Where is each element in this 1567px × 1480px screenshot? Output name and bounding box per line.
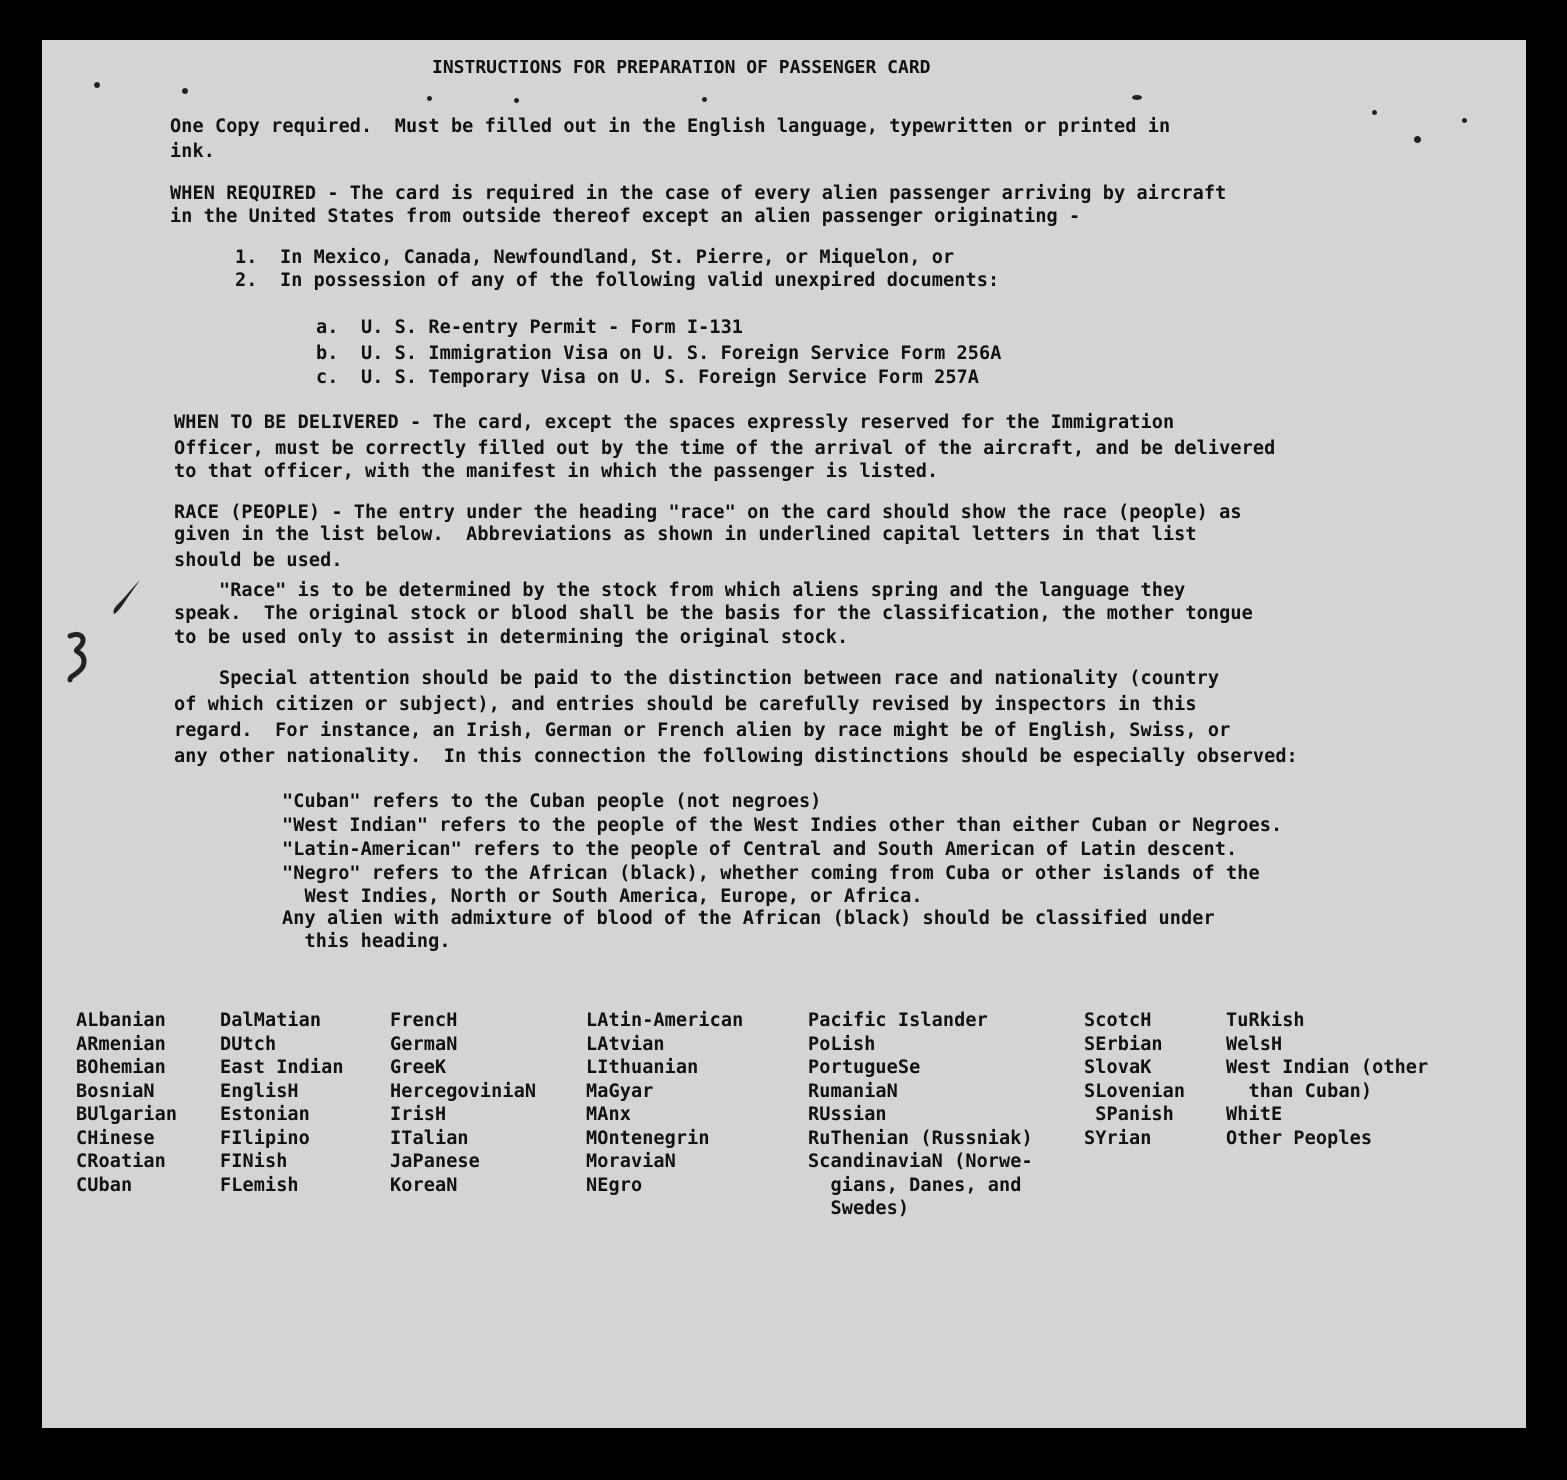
- race-entry: BUlgarian: [76, 1104, 178, 1125]
- distinction-line: "Latin-American" refers to the people of Central and South American of Latin descent.: [282, 839, 1238, 860]
- when-delivered-line: to that officer, with the manifest in which the passenger is listed.: [174, 461, 939, 482]
- special-line: regard. For instance, an Irish, German or French alien by race might be of English, Swiss, or: [174, 720, 1231, 741]
- race-entry: FIlipino: [220, 1127, 310, 1149]
- ink-speck: [427, 96, 432, 101]
- race-entry: CUban: [76, 1174, 133, 1196]
- ink-speck: [514, 98, 519, 103]
- ink-speck: [1372, 110, 1377, 115]
- when-delivered-line: WHEN TO BE DELIVERED - The card, except the spaces expressly reserved for the Immigration: [174, 412, 1175, 433]
- race-column-7: [1226, 1009, 1428, 1150]
- document-page: [42, 40, 1526, 1428]
- race-entry: Other Peoples: [1226, 1127, 1373, 1149]
- race-entry: BosniaN: [76, 1080, 155, 1102]
- race-entry: LAtvian: [586, 1033, 665, 1055]
- race-entry: RUssian: [808, 1104, 887, 1125]
- pen-mark: [108, 576, 144, 620]
- distinction-line: this heading.: [282, 931, 451, 952]
- race-entry: JaPanese: [390, 1151, 480, 1172]
- race-entry: Pacific Islander: [808, 1010, 988, 1031]
- race-entry: SlovaK: [1084, 1057, 1152, 1078]
- race-column-2: [220, 1009, 344, 1197]
- race-entry: CHinese: [76, 1127, 155, 1149]
- document-item: c. U. S. Temporary Visa on U. S. Foreign Service Form 257A: [316, 367, 980, 388]
- ink-speck: [1462, 118, 1467, 123]
- race-stock-line: "Race" is to be determined by the stock from which aliens spring and the language they: [174, 580, 1186, 601]
- race-entry: ITalian: [390, 1127, 469, 1149]
- numbered-item: 2. In possession of any of the following valid unexpired documents:: [235, 270, 1000, 291]
- race-entry: FLemish: [220, 1174, 299, 1196]
- race-column-1: [76, 1009, 177, 1197]
- race-entry: MaGyar: [586, 1080, 654, 1102]
- distinction-line: "Cuban" refers to the Cuban people (not negroes): [282, 791, 822, 812]
- race-entry: SPanish: [1084, 1104, 1174, 1125]
- handwritten-number-3: [64, 630, 94, 686]
- race-entry: DalMatian: [220, 1010, 322, 1031]
- race-entry: MoraviaN: [586, 1151, 676, 1172]
- race-entry: FINish: [220, 1151, 288, 1172]
- race-entry: LAtin-American: [586, 1010, 744, 1031]
- document-item: a. U. S. Re-entry Permit - Form I-131: [316, 317, 744, 338]
- race-intro-line: should be used.: [174, 550, 343, 571]
- race-entry: ALbanian: [76, 1010, 166, 1031]
- ink-speck: [1414, 136, 1421, 143]
- race-entry: PortugueSe: [808, 1057, 921, 1078]
- race-entry: FrencH: [390, 1010, 458, 1031]
- race-entry: WelsH: [1226, 1033, 1283, 1055]
- race-entry: ScotcH: [1084, 1010, 1152, 1031]
- race-entry: GermaN: [390, 1033, 458, 1055]
- when-required-line: WHEN REQUIRED - The card is required in the case of every alien passenger arriving by aircraft: [170, 183, 1227, 204]
- race-entry: LIthuanian: [586, 1057, 699, 1078]
- race-entry: than Cuban): [1226, 1080, 1373, 1102]
- race-entry: EnglisH: [220, 1080, 299, 1102]
- race-entry: GreeK: [390, 1057, 447, 1078]
- race-entry: TuRkish: [1226, 1010, 1305, 1031]
- race-entry: WhitE: [1226, 1104, 1283, 1125]
- intro-line: ink.: [170, 141, 215, 162]
- distinction-line: Any alien with admixture of blood of the African (black) should be classified under: [282, 908, 1215, 929]
- race-entry: KoreaN: [390, 1174, 458, 1196]
- numbered-item: 1. In Mexico, Canada, Newfoundland, St. Pierre, or Miquelon, or: [235, 247, 955, 268]
- race-entry: gians, Danes, and: [808, 1174, 1022, 1196]
- race-entry: CRoatian: [76, 1151, 166, 1172]
- race-entry: RumaniaN: [808, 1080, 898, 1102]
- race-entry: Estonian: [220, 1104, 310, 1125]
- race-column-6: [1084, 1009, 1185, 1150]
- race-entry: East Indian: [220, 1057, 344, 1078]
- race-column-5: [808, 1009, 1033, 1221]
- race-intro-line: given in the list below. Abbreviations as shown in underlined capital letters in that list: [174, 524, 1197, 545]
- race-entry: SLovenian: [1084, 1080, 1186, 1102]
- race-entry: RuThenian (Russniak): [808, 1127, 1033, 1149]
- race-entry: ARmenian: [76, 1033, 166, 1055]
- race-entry: SErbian: [1084, 1033, 1163, 1055]
- race-entry: HercegoviniaN: [390, 1080, 537, 1102]
- special-line: of which citizen or subject), and entries should be carefully revised by inspectors in this: [174, 694, 1197, 715]
- race-entry: SYrian: [1084, 1127, 1152, 1149]
- special-line: any other nationality. In this connection the following distinctions should be especially observed:: [174, 746, 1298, 767]
- race-stock-line: to be used only to assist in determining the original stock.: [174, 627, 849, 648]
- race-entry: NEgro: [586, 1174, 643, 1196]
- distinction-line: "West Indian" refers to the people of the West Indies other than either Cuban or Negroes.: [282, 815, 1283, 836]
- race-intro-line: RACE (PEOPLE) - The entry under the heading "race" on the card should show the race (people) as: [174, 502, 1242, 523]
- distinction-line: "Negro" refers to the African (black), whether coming from Cuba or other islands of the: [282, 863, 1260, 884]
- page-title: INSTRUCTIONS FOR PREPARATION OF PASSENGER CARD: [432, 57, 931, 78]
- race-entry: Swedes): [808, 1198, 910, 1219]
- race-entry: MAnx: [586, 1104, 631, 1125]
- document-item: b. U. S. Immigration Visa on U. S. Foreign Service Form 256A: [316, 343, 1002, 364]
- ink-speck: [182, 88, 188, 94]
- race-entry: West Indian (other: [1226, 1057, 1429, 1078]
- race-entry: BOhemian: [76, 1057, 166, 1078]
- ink-speck: [1132, 95, 1142, 100]
- distinction-line: West Indies, North or South America, Europe, or Africa.: [282, 886, 923, 907]
- when-delivered-line: Officer, must be correctly filled out by the time of the arrival of the aircraft, and be delivered: [174, 438, 1276, 459]
- ink-speck: [94, 82, 100, 88]
- race-entry: IrisH: [390, 1104, 447, 1125]
- race-column-3: [390, 1009, 536, 1197]
- race-stock-line: speak. The original stock or blood shall be the basis for the classification, the mother tongue: [174, 603, 1253, 624]
- race-entry: MOntenegrin: [586, 1127, 710, 1149]
- intro-line: One Copy required. Must be filled out in the English language, typewritten or printed in: [170, 116, 1171, 137]
- race-column-4: [586, 1009, 743, 1197]
- race-entry: ScandinaviaN (Norwe-: [808, 1151, 1033, 1172]
- when-required-line: in the United States from outside thereof except an alien passenger originating -: [170, 206, 1081, 227]
- ink-speck: [702, 97, 707, 102]
- special-line: Special attention should be paid to the distinction between race and nationality (country: [174, 668, 1220, 689]
- race-entry: PoLish: [808, 1033, 876, 1055]
- race-entry: DUtch: [220, 1033, 277, 1055]
